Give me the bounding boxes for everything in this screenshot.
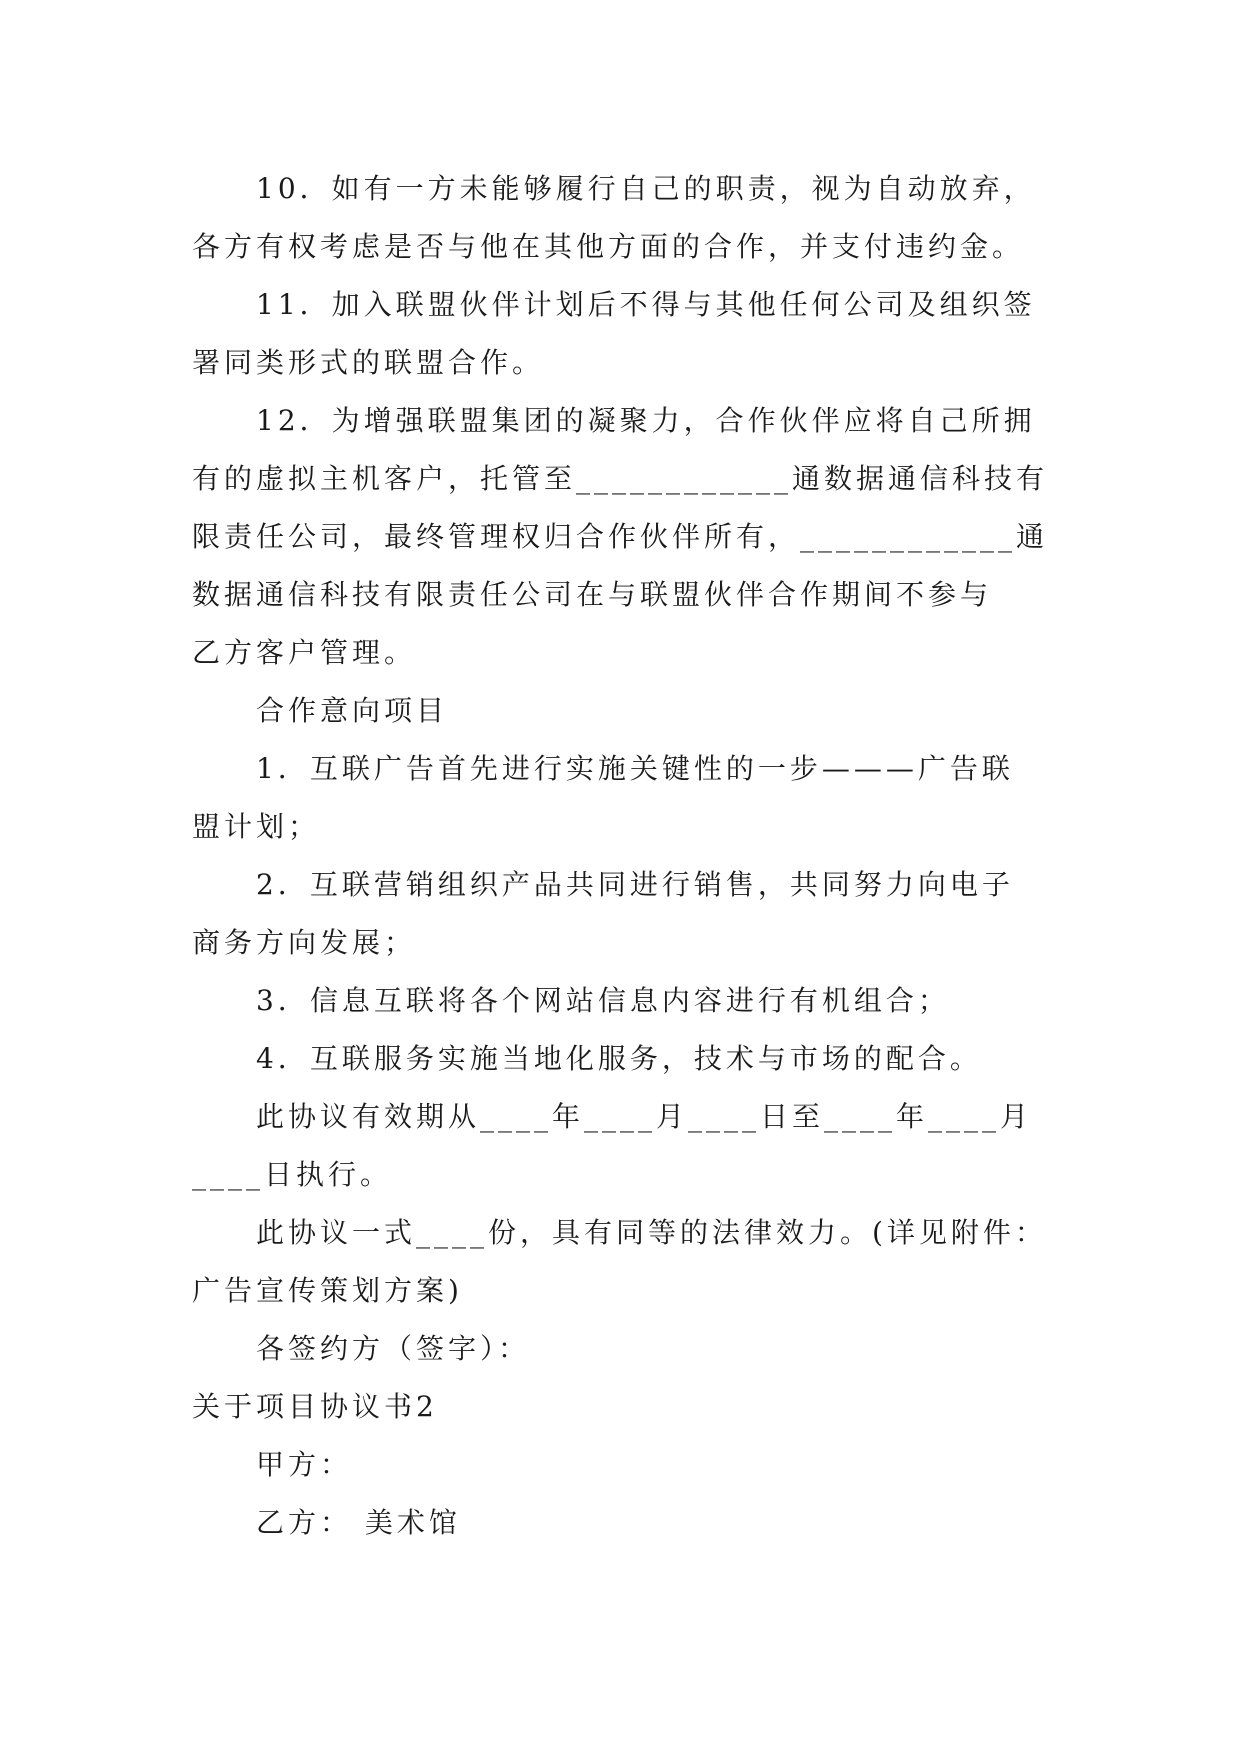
paragraph-line: 盟计划； xyxy=(192,810,321,843)
paragraph-line: 2．互联营销组织产品共同进行销售，共同努力向电子 xyxy=(256,868,1014,901)
paragraph-line: 10．如有一方未能够履行自己的职责，视为自动放弃， xyxy=(256,172,1036,205)
party-b-line: 乙方： 美术馆 xyxy=(256,1506,461,1539)
paragraph-line: 1．互联广告首先进行实施关键性的一步———广告联 xyxy=(256,752,1014,785)
paragraph-line: 限责任公司，最终管理权归合作伙伴所有，____________通 xyxy=(192,520,1049,553)
signature-line: 各签约方（签字）： xyxy=(256,1332,531,1365)
paragraph-line: 此协议一式____份，具有同等的法律效力。(详见附件： xyxy=(256,1216,1047,1249)
document-title: 关于项目协议书2 xyxy=(192,1390,438,1423)
paragraph-line: 11．加入联盟伙伴计划后不得与其他任何公司及组织签 xyxy=(256,288,1036,321)
paragraph-line: 12．为增强联盟集团的凝聚力，合作伙伴应将自己所拥 xyxy=(256,404,1036,437)
paragraph-line: 广告宣传策划方案) xyxy=(192,1274,463,1307)
paragraph-line: 4．互联服务实施当地化服务，技术与市场的配合。 xyxy=(256,1042,982,1075)
paragraph-line: 3．信息互联将各个网站信息内容进行有机组合； xyxy=(256,984,950,1017)
paragraph-line: 署同类形式的联盟合作。 xyxy=(192,346,545,379)
paragraph-line: 此协议有效期从____年____月____日至____年____月 xyxy=(256,1100,1033,1133)
paragraph-line: 乙方客户管理。 xyxy=(192,636,417,669)
party-a-line: 甲方： xyxy=(256,1448,353,1481)
paragraph-line: 数据通信科技有限责任公司在与联盟伙伴合作期间不参与 xyxy=(192,578,993,611)
paragraph-line: 有的虚拟主机客户，托管至____________通数据通信科技有 xyxy=(192,462,1049,495)
paragraph-line: 各方有权考虑是否与他在其他方面的合作，并支付违约金。 xyxy=(192,230,1025,263)
paragraph-line: 商务方向发展； xyxy=(192,926,417,959)
paragraph-line: ____日执行。 xyxy=(192,1158,393,1191)
section-heading: 合作意向项目 xyxy=(256,694,449,727)
document-body xyxy=(192,160,1082,1552)
